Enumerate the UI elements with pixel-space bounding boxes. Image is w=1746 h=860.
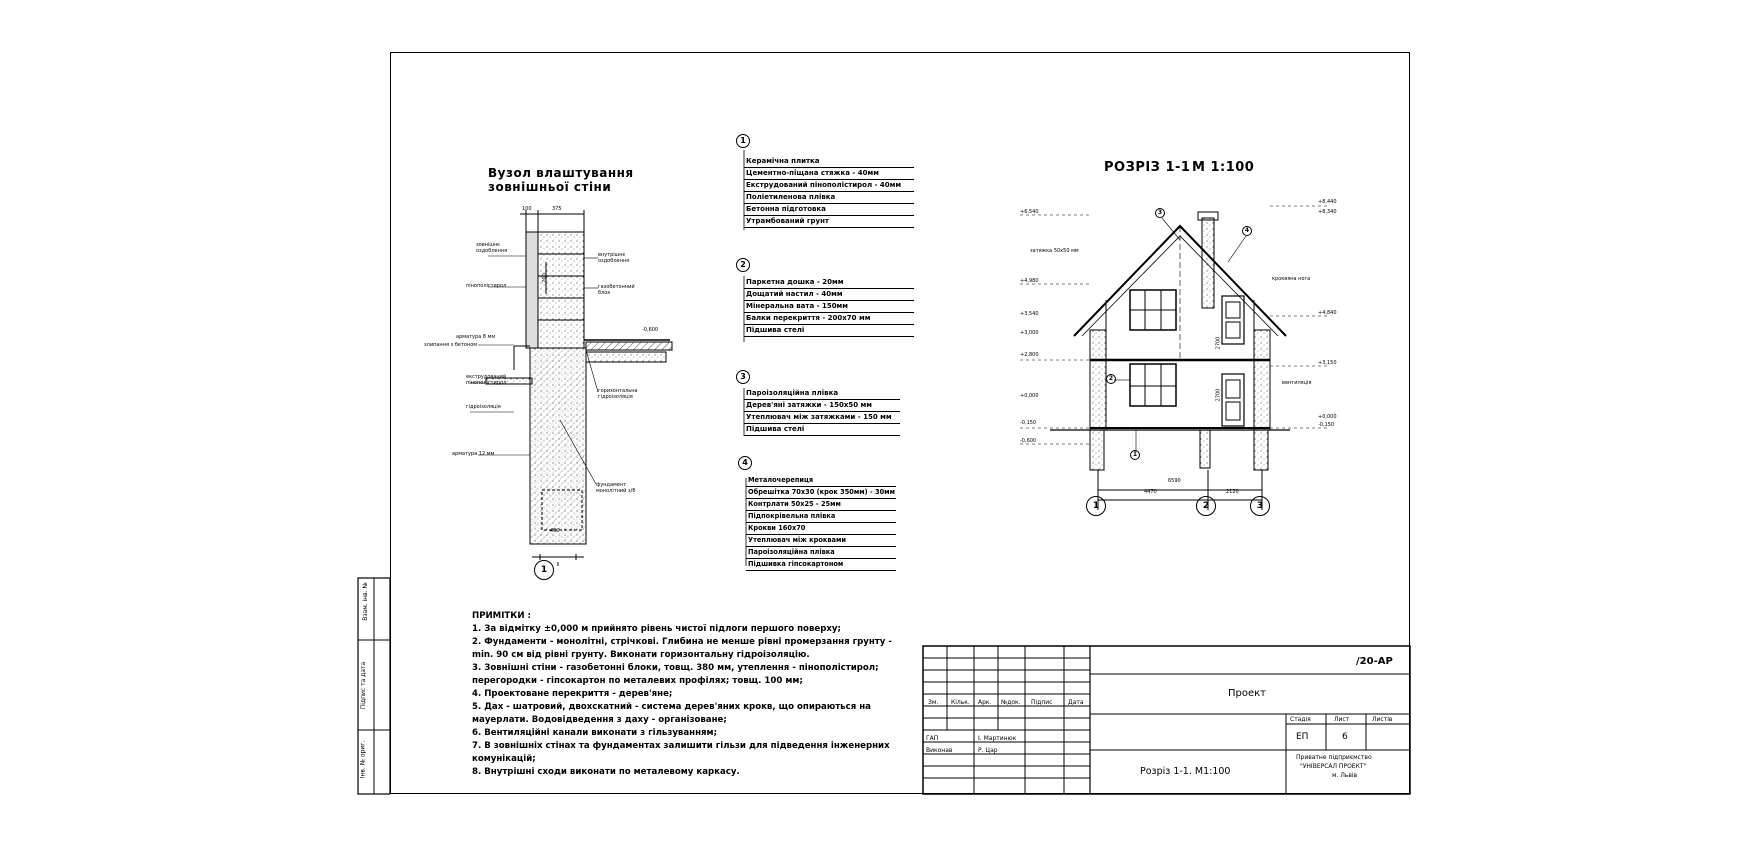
note-item: min. 90 см від рівні грунту. Виконати горизонтальну гідроізоляцію. bbox=[472, 650, 810, 660]
level-right: +3,150 bbox=[1318, 360, 1337, 366]
dim-top-a: 100 bbox=[522, 206, 532, 212]
level-left: +2,800 bbox=[1020, 352, 1039, 358]
label-extruded: екструдований пінополістирол bbox=[466, 374, 507, 386]
stamp-col: Кільк. bbox=[951, 699, 970, 706]
label-waterproof: гідроізоляція bbox=[466, 404, 501, 410]
section-callout: 2 bbox=[1106, 374, 1116, 384]
stamp-company-3: м. Львів bbox=[1332, 772, 1358, 779]
note-vent: вентиляція bbox=[1282, 380, 1312, 386]
stamp-company-2: "УНІВЕРСАЛ ПРОЕКТ" bbox=[1300, 763, 1367, 770]
layer-item: Бетонна підготовка bbox=[744, 204, 914, 216]
layer-item: Пароізоляційна плівка bbox=[746, 547, 896, 559]
layer-item: Балки перекриття - 200x70 мм bbox=[744, 313, 914, 325]
section-scale: М 1:100 bbox=[1192, 160, 1255, 175]
general-notes bbox=[472, 610, 892, 779]
level-left: +4,980 bbox=[1020, 278, 1039, 284]
label-gasconcrete: газобетонний блок bbox=[598, 284, 635, 296]
layer-item: Металочерепиця bbox=[746, 475, 896, 487]
layer-item: Цементно-піщана стяжка - 40мм bbox=[744, 168, 914, 180]
section-title: РОЗРІЗ 1-1 bbox=[1104, 160, 1191, 175]
side-stamp-1: Взам. інв. № bbox=[361, 582, 369, 621]
layer-item: Дощатий настил - 40мм bbox=[744, 289, 914, 301]
stamp-code: /20-АР bbox=[1356, 656, 1393, 667]
layer-item: Утеплювач між кроквами bbox=[746, 535, 896, 547]
note-item: 4. Проектоване перекриття - дерев'яне; bbox=[472, 689, 673, 699]
stamp-exec: Виконав bbox=[926, 747, 953, 754]
floor-height: 2700 bbox=[1215, 388, 1222, 402]
layer-marker-1: 1 bbox=[736, 134, 750, 148]
section-axis-3: 3 bbox=[1250, 496, 1270, 516]
label-foundation: фундамент монолітний з/б bbox=[596, 482, 636, 494]
layer-list-1 bbox=[744, 156, 914, 228]
note-item: 3. Зовнішні стіни - газобетонні блоки, товщ. 380 мм, утеплення - пінополістирол; bbox=[472, 663, 879, 673]
stamp-col: Зм. bbox=[928, 699, 939, 706]
node-axis-marker: 1 bbox=[534, 560, 554, 580]
note-item: 2. Фундаменти - монолітні, стрічкові. Глибина не менше рівні промерзання грунту - bbox=[472, 637, 892, 647]
level-left: +3,540 bbox=[1020, 311, 1039, 317]
note-item: 8. Внутрішні сходи виконати по металевому каркасу. bbox=[472, 767, 740, 777]
section-axis-2: 2 bbox=[1196, 496, 1216, 516]
stamp-sheets-header: Листів bbox=[1372, 716, 1393, 723]
label-horizontal-wp: горизонтальна гідроізоляція bbox=[598, 388, 638, 400]
label-rebar-bottom: арматура 12 мм bbox=[452, 451, 495, 457]
layer-list-3 bbox=[744, 388, 900, 436]
dim-a: 4470 bbox=[1144, 489, 1157, 495]
level-left: +6,540 bbox=[1020, 209, 1039, 215]
level-right: +8,340 bbox=[1318, 209, 1337, 215]
dim-total: 6590 bbox=[1168, 478, 1181, 484]
notes-heading: ПРИМІТКИ : bbox=[472, 611, 531, 621]
note-item: перегородки - гіпсокартон по металевих профілях; товщ. 100 мм; bbox=[472, 676, 803, 686]
label-inner-finish: внутрішнє оздоблення bbox=[598, 252, 630, 264]
note-rafter: затяжка 50x50 мм bbox=[1030, 248, 1079, 254]
side-stamp-3: Інв. № ориг. bbox=[359, 740, 367, 779]
layer-list-2 bbox=[744, 277, 914, 337]
side-stamp-2: Підпис та дата bbox=[360, 661, 368, 710]
layer-item: Обрешітка 70x30 (крок 350мм) - 30мм bbox=[746, 487, 896, 499]
label-rebar-top: арматура 8 мм bbox=[456, 334, 496, 340]
level-left: -0,600 bbox=[1020, 438, 1037, 444]
label-outer-finish: зовнішнє оздоблення bbox=[476, 242, 508, 254]
note-item: 7. В зовнішніх стінах та фундаментах залишити гільзи для підведення інженерних bbox=[472, 741, 890, 751]
section-callout: 3 bbox=[1155, 208, 1165, 218]
layer-list-4 bbox=[746, 475, 896, 571]
layer-item: Утеплювач між затяжками - 150 мм bbox=[744, 412, 900, 424]
dim-b: 2120 bbox=[1226, 489, 1239, 495]
layer-item: Підпокрівельна плівка bbox=[746, 511, 896, 523]
dim-mid: 200 bbox=[541, 273, 548, 283]
stamp-sheet-header: Лист bbox=[1334, 716, 1350, 723]
level-left: -0,150 bbox=[1020, 420, 1037, 426]
stamp-gap-name: І. Мартинюк bbox=[978, 735, 1017, 742]
section-callout: 4 bbox=[1242, 226, 1252, 236]
layer-item: Підшива стелі bbox=[744, 325, 914, 337]
layer-item: Керамічна плитка bbox=[744, 156, 914, 168]
layer-item: Пароізоляційна плівка bbox=[744, 388, 900, 400]
stamp-sheet-number: 6 bbox=[1342, 732, 1348, 742]
layer-item: Крокви 160x70 bbox=[746, 523, 896, 535]
stamp-col: №док. bbox=[1001, 699, 1021, 706]
node-title-line2: зовнішньої стіни bbox=[488, 180, 612, 194]
layer-item: Підшивка гіпсокартоном bbox=[746, 559, 896, 571]
note-item: мауерлати. Водовідведення з даху - організоване; bbox=[472, 715, 727, 725]
stamp-stage-header: Стадія bbox=[1290, 716, 1311, 723]
note-item: 6. Вентиляційні канали виконати з гільзуванням; bbox=[472, 728, 718, 738]
note-ridge: кроквяна нога bbox=[1272, 276, 1311, 282]
stamp-sheet-title: Розріз 1-1. М1:100 bbox=[1140, 766, 1231, 777]
section-callout: 1 bbox=[1130, 450, 1140, 460]
section-axis-1: 1 bbox=[1086, 496, 1106, 516]
node-title-line1: Вузол влаштування bbox=[488, 166, 634, 180]
level-left: +0,000 bbox=[1020, 393, 1039, 399]
note-item: 1. За відмітку ±0,000 м прийнято рівень чистої підлоги першого поверху; bbox=[472, 624, 841, 634]
layer-item: Підшива стелі bbox=[744, 424, 900, 436]
label-bond: злипання з бетоном bbox=[424, 342, 478, 348]
level-right: +8,440 bbox=[1318, 199, 1337, 205]
note-item: 5. Дах - шатровий, двохскатний - система дерев'яних крокв, що опираються на bbox=[472, 702, 871, 712]
note-item: комунікацій; bbox=[472, 754, 536, 764]
node-level: -0,600 bbox=[642, 327, 659, 333]
stamp-col: Дата bbox=[1068, 699, 1084, 706]
layer-marker-3: 3 bbox=[736, 370, 750, 384]
layer-item: Екструдований пінополістирол - 40мм bbox=[744, 180, 914, 192]
floor-height: 2700 bbox=[1215, 336, 1222, 350]
stamp-project: Проект bbox=[1228, 688, 1267, 699]
level-left: +3,000 bbox=[1020, 330, 1039, 336]
level-right: +4,840 bbox=[1318, 310, 1337, 316]
dim-bottom: 400 bbox=[550, 528, 560, 534]
level-right: +0,000 bbox=[1318, 414, 1337, 420]
layer-item: Контрлати 50x25 - 25мм bbox=[746, 499, 896, 511]
layer-item: Мінеральна вата - 150мм bbox=[744, 301, 914, 313]
stamp-stage: ЕП bbox=[1296, 732, 1309, 742]
layer-item: Утрамбований грунт bbox=[744, 216, 914, 228]
layer-marker-4: 4 bbox=[738, 456, 752, 470]
stamp-exec-name: Р. Цар bbox=[978, 747, 998, 754]
dim-top-b: 375 bbox=[552, 206, 562, 212]
layer-marker-2: 2 bbox=[736, 258, 750, 272]
layer-item: Паркетна дошка - 20мм bbox=[744, 277, 914, 289]
stamp-col: Арк. bbox=[978, 699, 992, 706]
stamp-company-1: Приватне підприємство bbox=[1296, 754, 1372, 761]
stamp-gap: ГАП bbox=[926, 735, 939, 742]
layer-item: Дерев'яні затяжки - 150x50 мм bbox=[744, 400, 900, 412]
level-right: -0,150 bbox=[1318, 422, 1335, 428]
layer-item: Поліетиленова плівка bbox=[744, 192, 914, 204]
stamp-col: Підпис bbox=[1031, 699, 1053, 706]
label-insulation: пінополістирол bbox=[466, 283, 507, 289]
